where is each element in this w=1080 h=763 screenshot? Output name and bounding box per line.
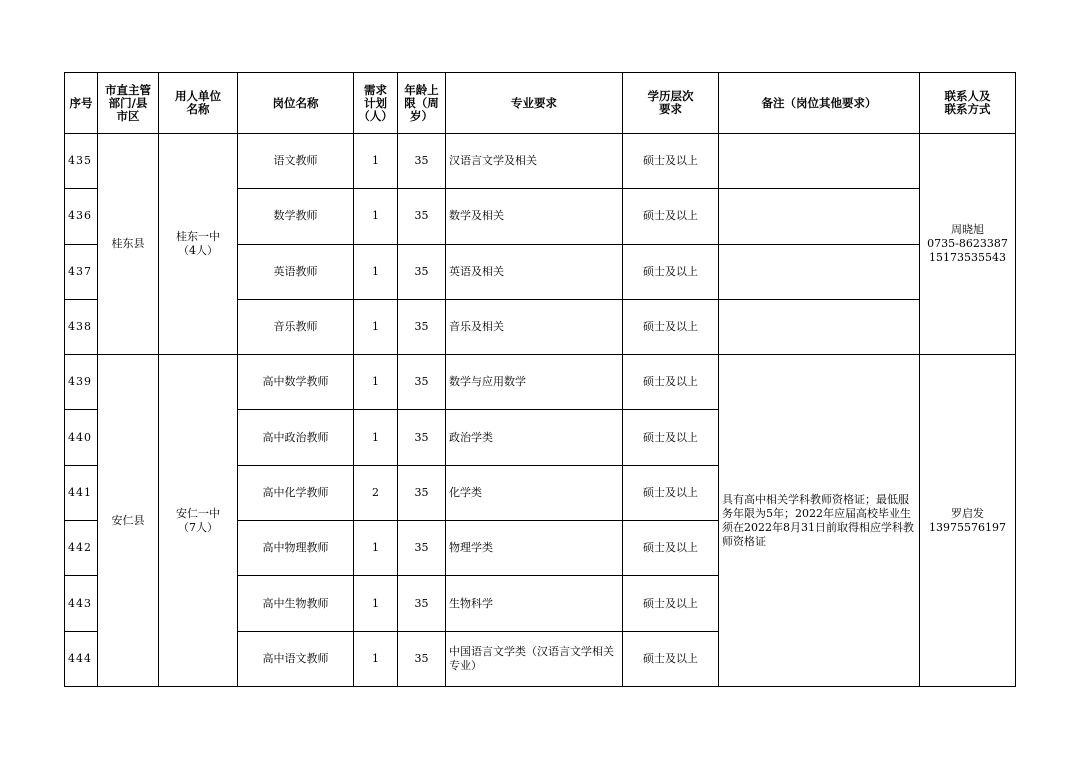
remark-cell: 具有高中相关学科教师资格证；最低服务年限为5年；2022年应届高校毕业生须在2022年8月31日前取得相应学科教师资格证 xyxy=(719,355,920,687)
count-cell: 1 xyxy=(354,189,398,244)
age-cell: 35 xyxy=(398,521,446,576)
county-cell: 安仁县 xyxy=(98,355,159,687)
age-cell: 35 xyxy=(398,631,446,686)
count-cell: 1 xyxy=(354,299,398,354)
major-cell: 汉语言文学及相关 xyxy=(446,134,623,189)
header-contact: 联系人及 联系方式 xyxy=(920,73,1016,134)
remark-cell xyxy=(719,134,920,189)
seq-cell: 435 xyxy=(65,134,98,189)
education-cell: 硕士及以上 xyxy=(623,134,719,189)
major-cell: 生物科学 xyxy=(446,576,623,631)
post-cell: 高中政治教师 xyxy=(238,410,354,465)
age-cell: 35 xyxy=(398,410,446,465)
contact-cell: 罗启发 13975576197 xyxy=(920,355,1016,687)
employer-cell: 安仁一中 （7人） xyxy=(159,355,238,687)
county-cell: 桂东县 xyxy=(98,134,159,355)
seq-cell: 442 xyxy=(65,521,98,576)
major-cell: 政治学类 xyxy=(446,410,623,465)
education-cell: 硕士及以上 xyxy=(623,299,719,354)
major-cell: 数学与应用数学 xyxy=(446,355,623,410)
education-cell: 硕士及以上 xyxy=(623,410,719,465)
count-cell: 1 xyxy=(354,631,398,686)
post-cell: 高中生物教师 xyxy=(238,576,354,631)
post-cell: 高中物理教师 xyxy=(238,521,354,576)
seq-cell: 438 xyxy=(65,299,98,354)
age-cell: 35 xyxy=(398,465,446,520)
recruitment-table xyxy=(64,72,1016,687)
table-row xyxy=(65,134,1016,189)
header-seq: 序号 xyxy=(65,73,98,134)
age-cell: 35 xyxy=(398,299,446,354)
header-post-name: 岗位名称 xyxy=(238,73,354,134)
header-department: 市直主管 部门/县 市区 xyxy=(98,73,159,134)
major-cell: 英语及相关 xyxy=(446,244,623,299)
major-cell: 物理学类 xyxy=(446,521,623,576)
major-cell: 音乐及相关 xyxy=(446,299,623,354)
seq-cell: 440 xyxy=(65,410,98,465)
count-cell: 2 xyxy=(354,465,398,520)
post-cell: 高中语文教师 xyxy=(238,631,354,686)
contact-cell: 周晓旭 0735-8623387 15173535543 xyxy=(920,134,1016,355)
remark-cell xyxy=(719,244,920,299)
employer-cell: 桂东一中 （4人） xyxy=(159,134,238,355)
post-cell: 数学教师 xyxy=(238,189,354,244)
age-cell: 35 xyxy=(398,576,446,631)
education-cell: 硕士及以上 xyxy=(623,244,719,299)
header-row xyxy=(65,73,1016,134)
remark-cell xyxy=(719,299,920,354)
education-cell: 硕士及以上 xyxy=(623,521,719,576)
header-employer: 用人单位 名称 xyxy=(159,73,238,134)
count-cell: 1 xyxy=(354,576,398,631)
major-cell: 中国语言文学类（汉语言文学相关专业） xyxy=(446,631,623,686)
education-cell: 硕士及以上 xyxy=(623,189,719,244)
age-cell: 35 xyxy=(398,189,446,244)
count-cell: 1 xyxy=(354,134,398,189)
post-cell: 高中数学教师 xyxy=(238,355,354,410)
header-age-limit: 年龄上 限（周 岁） xyxy=(398,73,446,134)
remark-cell xyxy=(719,189,920,244)
header-education: 学历层次 要求 xyxy=(623,73,719,134)
age-cell: 35 xyxy=(398,355,446,410)
count-cell: 1 xyxy=(354,521,398,576)
seq-cell: 436 xyxy=(65,189,98,244)
age-cell: 35 xyxy=(398,134,446,189)
seq-cell: 441 xyxy=(65,465,98,520)
header-major: 专业要求 xyxy=(446,73,623,134)
post-cell: 高中化学教师 xyxy=(238,465,354,520)
major-cell: 数学及相关 xyxy=(446,189,623,244)
age-cell: 35 xyxy=(398,244,446,299)
post-cell: 英语教师 xyxy=(238,244,354,299)
header-remark: 备注（岗位其他要求） xyxy=(719,73,920,134)
seq-cell: 439 xyxy=(65,355,98,410)
post-cell: 语文教师 xyxy=(238,134,354,189)
count-cell: 1 xyxy=(354,410,398,465)
header-demand: 需求 计划 （人） xyxy=(354,73,398,134)
education-cell: 硕士及以上 xyxy=(623,465,719,520)
education-cell: 硕士及以上 xyxy=(623,631,719,686)
major-cell: 化学类 xyxy=(446,465,623,520)
seq-cell: 437 xyxy=(65,244,98,299)
table-row xyxy=(65,355,1016,410)
post-cell: 音乐教师 xyxy=(238,299,354,354)
count-cell: 1 xyxy=(354,244,398,299)
seq-cell: 443 xyxy=(65,576,98,631)
count-cell: 1 xyxy=(354,355,398,410)
education-cell: 硕士及以上 xyxy=(623,355,719,410)
education-cell: 硕士及以上 xyxy=(623,576,719,631)
seq-cell: 444 xyxy=(65,631,98,686)
